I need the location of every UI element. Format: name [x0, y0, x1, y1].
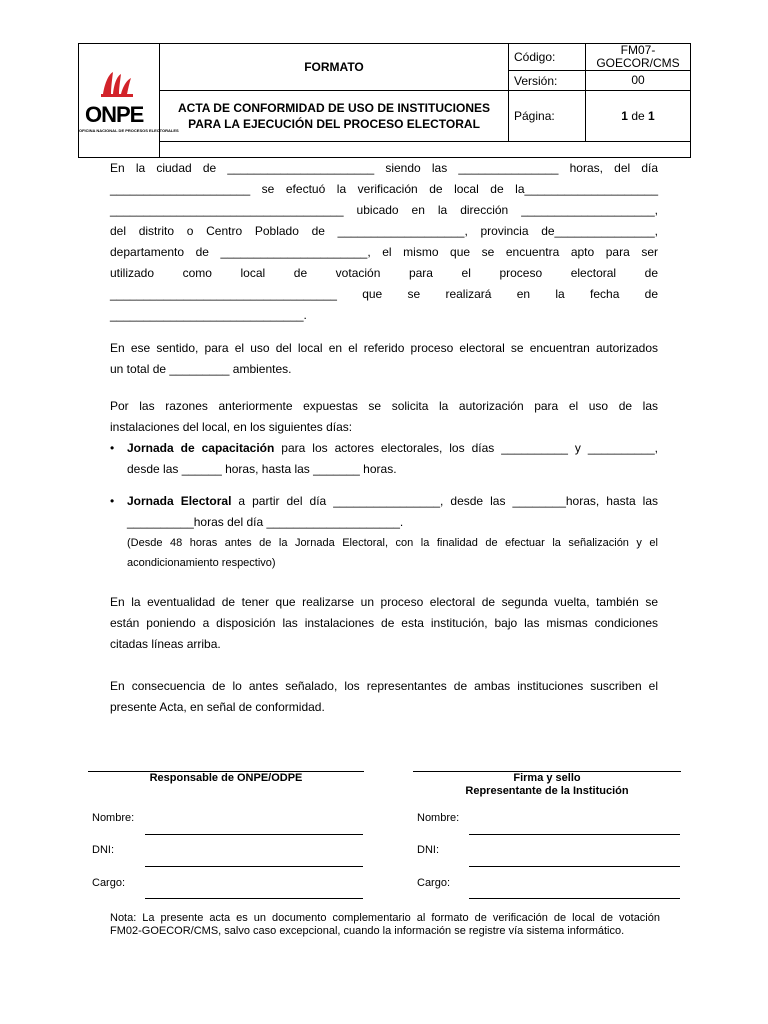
text-line: acondicionamiento respectivo) [127, 557, 276, 569]
text-line: __________horas del día ____________________. [127, 515, 404, 529]
text-line: En ese sentido, para el uso del local en el referido proceso electoral se encuentran autorizados [110, 341, 658, 355]
text-line: Jornada Electoral a partir del día ________________, desde las ________horas, hasta las [127, 494, 658, 508]
paragraph-ambientes [110, 338, 658, 380]
header-table [78, 43, 691, 158]
logo-cell [79, 44, 179, 158]
text-line: ___________________________________ ubicado en la dirección ____________________, [110, 203, 658, 217]
formato-label: FORMATO [160, 44, 509, 91]
text-line: Por las razones anteriormente expuestas se solicita la autorización para el uso de las [110, 399, 658, 413]
pagina-de: de [631, 108, 645, 123]
text-line: (Desde 48 horas antes de la Jornada Electoral, con la finalidad de efectuar la señalización y el [127, 537, 658, 549]
logo-subtext: OFICINA NACIONAL DE PROCESOS ELECTORALES [79, 127, 179, 133]
document-title: ACTA DE CONFORMIDAD DE USO DE INSTITUCIONES PARA LA EJECUCIÓN DEL PROCESO ELECTORAL [160, 91, 509, 142]
pagina-label: Página: [509, 91, 586, 142]
codigo-value: FM07-GOECOR/CMS [586, 44, 691, 71]
text-line: _____________________________. [110, 308, 307, 322]
logo-text: ONPE [85, 101, 144, 127]
right-dni-line [469, 866, 680, 867]
text-line: Nota: La presente acta es un documento complementario al formato de verificación de local de votación [110, 912, 660, 924]
bullet-icon: • [110, 441, 115, 455]
right-cargo-line [469, 898, 680, 899]
codigo-label: Código: [509, 44, 586, 71]
left-nombre-line [145, 834, 363, 835]
header-blank-row [160, 142, 691, 158]
right-dni-label: DNI: [417, 844, 439, 856]
logo-mark-icon [99, 68, 135, 98]
version-label: Versión: [509, 71, 586, 91]
paragraph-segunda-vuelta [110, 592, 658, 655]
right-signature-title: Firma y sello Representante de la Institución [465, 772, 629, 797]
right-nombre-label: Nombre: [417, 812, 460, 824]
left-cargo-line [145, 898, 363, 899]
left-dni-line [145, 866, 363, 867]
pagina-value [586, 91, 691, 142]
text-line: del distrito o Centro Poblado de ___________________, provincia de_______________, [110, 224, 658, 238]
text-line: instalaciones del local, en los siguientes días: [110, 420, 353, 434]
version-value: 00 [586, 71, 691, 91]
text-line: están poniendo a disposición las instalaciones de esta institución, bajo las mismas condiciones [110, 616, 658, 630]
text-line: desde las ______ horas, hasta las _______ horas. [127, 462, 397, 476]
text-line: citadas líneas arriba. [110, 637, 221, 651]
onpe-logo [79, 58, 179, 144]
text-line: __________________________________ que se realizará en la fecha de [110, 287, 658, 301]
text-line: un total de _________ ambientes. [110, 362, 292, 376]
text-line: Jornada de capacitación para los actores electorales, los días __________ y __________, [127, 441, 658, 455]
text-line: En consecuencia de lo antes señalado, los representantes de ambas instituciones suscriben el [110, 679, 658, 693]
pagina-current: 1 [621, 108, 628, 123]
paragraph-autorizacion [110, 396, 658, 438]
paragraph-verification [110, 158, 658, 326]
left-cargo-label: Cargo: [92, 877, 126, 889]
text-line: _____________________ se efectuó la verificación de local de la____________________ [110, 182, 658, 196]
bullet-title: Jornada de capacitación [127, 441, 275, 455]
text-line: departamento de ______________________, el mismo que se encuentra apto para ser [110, 245, 658, 259]
left-nombre-label: Nombre: [92, 812, 135, 824]
text-line: utilizado como local de votación para el proceso electoral de [110, 266, 658, 280]
bullet-icon: • [110, 494, 115, 508]
text-line: En la eventualidad de tener que realizarse un proceso electoral de segunda vuelta, también se [110, 595, 658, 609]
left-dni-label: DNI: [92, 844, 114, 856]
text-line: En la ciudad de ______________________ siendo las _______________ horas, del día [110, 161, 658, 175]
right-nombre-line [469, 834, 680, 835]
footer-note [110, 912, 660, 938]
bullet-title: Jornada Electoral [127, 494, 232, 508]
left-signature-title: Responsable de ONPE/ODPE [149, 772, 303, 784]
right-cargo-label: Cargo: [417, 877, 451, 889]
text-line: presente Acta, en señal de conformidad. [110, 700, 325, 714]
text-line: FM02-GOECOR/CMS, salvo caso excepcional, cuando la información se registre vía sistema informático. [110, 925, 625, 937]
pagina-total: 1 [648, 108, 655, 123]
paragraph-conformidad [110, 676, 658, 718]
